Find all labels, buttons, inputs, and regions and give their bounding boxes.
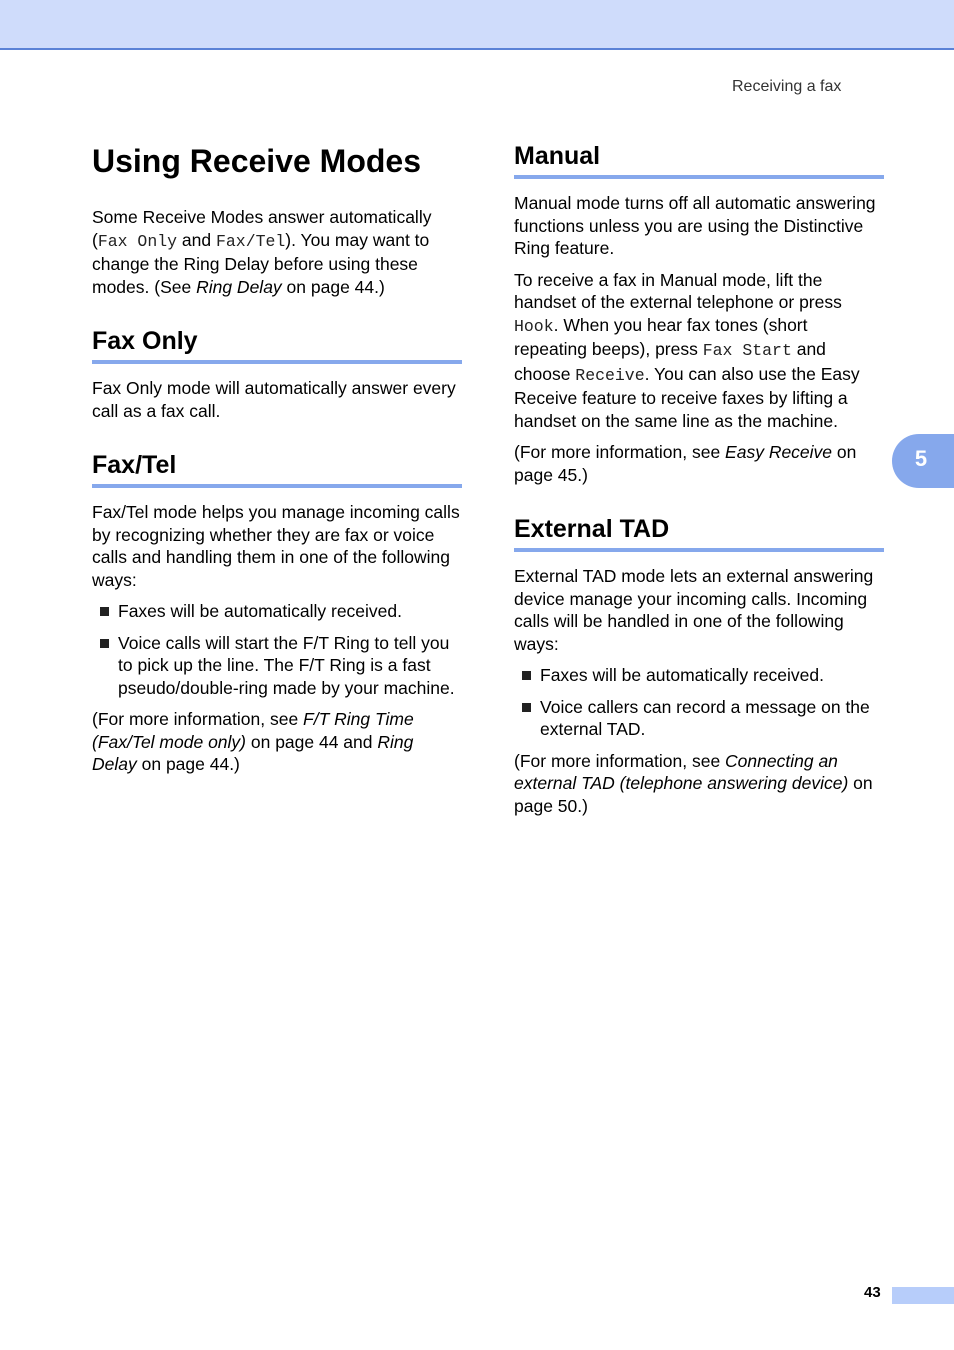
page-title: Using Receive Modes [92,143,421,179]
fax-tel-paragraph: Fax/Tel mode helps you manage incoming calls by recognizing whether they are fax or voice calls and handling them in one of the following ways: [92,502,460,590]
code-receive: Receive [575,365,645,385]
external-tad-more-info: (For more information, see Connecting an external TAD (telephone answering device) on page 50.) [514,750,873,816]
code-hook: Hook [514,316,554,336]
code-fax-only: Fax Only [97,231,178,251]
xref-easy-receive: Easy Receive [725,442,833,462]
left-column [92,140,462,785]
chapter-number: 5 [914,446,928,471]
bullet-icon [522,703,531,712]
manual-more-info: (For more information, see Easy Receive on page 45.) [514,442,857,485]
external-tad-list [514,664,884,741]
xref-ft-ring-time: F/T Ring Time (Fax/Tel mode only) [92,709,414,752]
xref-ring-delay: Ring Delay [92,731,414,774]
heading-fax-tel: Fax/Tel [92,449,462,488]
bullet-icon [100,639,109,648]
running-head: Receiving a fax [732,78,842,95]
heading-external-tad: External TAD [514,513,884,552]
xref-connecting-external-tad: Connecting an external TAD (telephone answering device) [514,750,849,793]
list-item: Faxes will be automatically received. [92,600,462,623]
header-band [0,0,954,50]
code-fax-start: Fax Start [702,341,792,360]
bullet-icon [100,607,109,616]
manual-paragraph-1: Manual mode turns off all automatic answering functions unless you are using the Distinctive Ring feature. [514,193,876,258]
fax-tel-list [92,600,462,699]
heading-manual: Manual [514,140,884,179]
right-column [514,140,884,826]
manual-paragraph-2: To receive a fax in Manual mode, lift the handset of the external telephone or press Hook. When you hear fax tones (short repeating beeps), press Fax Start and choose Receive. You can also use the Easy Receive feature to receive faxes by lifting a handset on the same line as the machine. [514,269,860,431]
code-fax-tel: Fax/Tel [215,231,286,251]
list-item: Voice calls will start the F/T Ring to tell you to pick up the line. The F/T Ring is a fast pseudo/double-ring made by your machine. [92,632,462,700]
list-item: Faxes will be automatically received. [514,664,884,687]
heading-fax-only: Fax Only [92,325,462,364]
intro-paragraph: Some Receive Modes answer automatically (Fax Only and Fax/Tel). You may want to change the Ring Delay before using these modes. (See Ring Delay on page 44.) [92,207,432,297]
external-tad-paragraph: External TAD mode lets an external answering device manage your incoming calls. Incoming calls will be handled in one of the following ways: [514,566,874,654]
page-number: 43 [864,1284,881,1301]
fax-tel-more-info: (For more information, see F/T Ring Time (Fax/Tel mode only) on page 44 and Ring Delay on page 44.) [92,709,414,774]
xref-ring-delay: Ring Delay [196,276,282,297]
page-number-tab [892,1287,954,1304]
list-item: Voice callers can record a message on the external TAD. [514,696,884,741]
fax-only-paragraph: Fax Only mode will automatically answer every call as a fax call. [92,378,456,421]
bullet-icon [522,671,531,680]
